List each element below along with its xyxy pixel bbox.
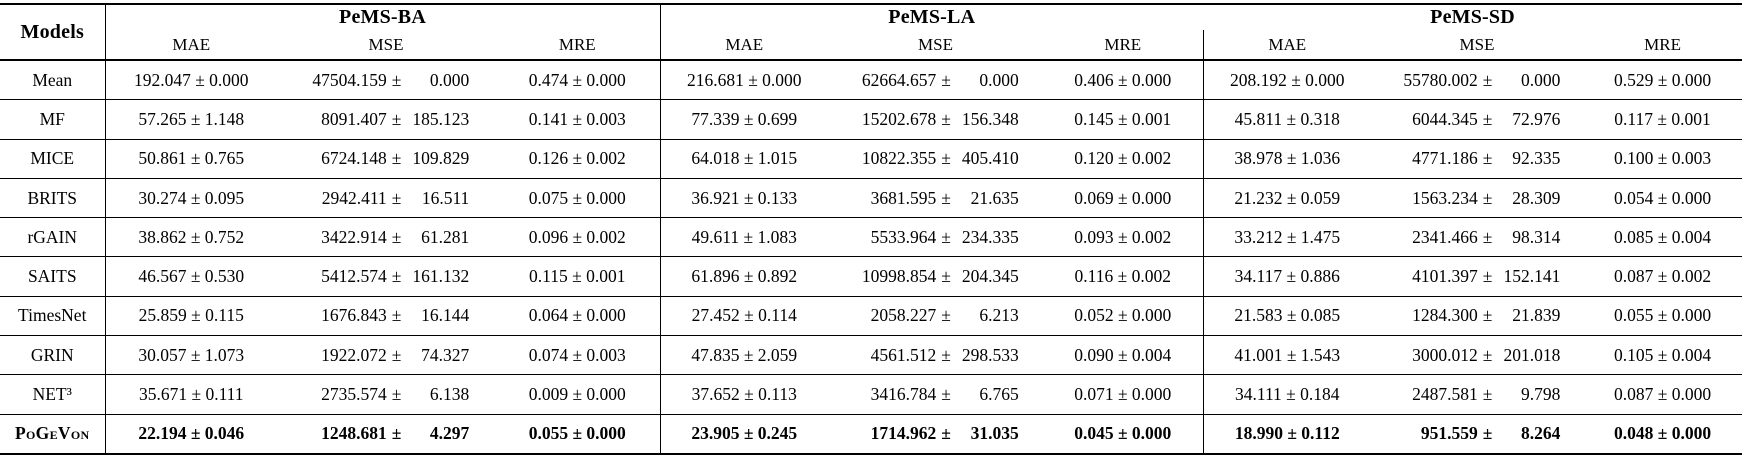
cell-la-mre: 0.406 ± 0.000 [1043,60,1203,100]
plus-minus-sign: ± [941,69,951,90]
model-name: SAITS [0,257,105,296]
mse-std: 0.000 [429,69,470,90]
cell-la-mre: 0.069 ± 0.000 [1043,178,1203,217]
cell-la-mre: 0.120 ± 0.002 [1043,139,1203,178]
mse-value-pair [303,70,470,91]
cell-la-mae: 77.339 ± 0.699 [660,100,828,139]
cell-sd-mre: 0.085 ± 0.004 [1583,218,1742,257]
cell-sd-mre: 0.054 ± 0.000 [1583,178,1742,217]
cell-la-mae: 36.921 ± 0.133 [660,178,828,217]
table-row-saits [0,257,1742,296]
cell-sd-mae: 18.990 ± 0.112 [1203,414,1371,454]
plus-minus-sign: ± [391,344,402,365]
cell-la-mae: 23.905 ± 0.245 [660,414,828,454]
mse-std: 109.829 [412,148,470,169]
table-header [0,4,1742,60]
cell-ba-mae: 38.862 ± 0.752 [105,218,277,257]
mse-value-pair [1394,384,1561,405]
mse-mean: 951.559 [1420,423,1478,444]
plus-minus-sign: ± [391,226,402,247]
mse-value-pair [1394,188,1561,209]
cell-sd-mse [1371,139,1583,178]
mse-std: 28.309 [1512,187,1561,208]
cell-sd-mae: 33.212 ± 1.475 [1203,218,1371,257]
plus-minus-sign: ± [1482,423,1493,444]
cell-sd-mse [1371,218,1583,257]
mse-value-pair [852,384,1019,405]
mse-std: 6.213 [979,305,1019,326]
cell-ba-mse [277,375,495,414]
mse-mean: 2058.227 [870,305,937,326]
mse-value-pair [303,109,470,130]
cell-ba-mse [277,414,495,454]
cell-ba-mre: 0.474 ± 0.000 [495,60,660,100]
cell-la-mre: 0.116 ± 0.002 [1043,257,1203,296]
cell-sd-mae: 34.111 ± 0.184 [1203,375,1371,414]
mse-mean: 1248.681 [321,423,387,444]
mse-mean: 1922.072 [321,344,387,365]
cell-la-mse [828,60,1043,100]
cell-sd-mre: 0.087 ± 0.002 [1583,257,1742,296]
plus-minus-sign: ± [1482,69,1493,90]
dataset-title-row [0,4,1742,30]
mse-std: 16.511 [421,187,470,208]
mse-std: 72.976 [1512,108,1561,129]
cell-la-mre: 0.145 ± 0.001 [1043,100,1203,139]
plus-minus-sign: ± [391,384,402,405]
cell-ba-mse [277,218,495,257]
cell-ba-mse [277,139,495,178]
cell-ba-mae: 25.859 ± 0.115 [105,296,277,335]
cell-ba-mre: 0.064 ± 0.000 [495,296,660,335]
mse-std: 204.345 [961,266,1019,287]
plus-minus-sign: ± [1482,148,1493,169]
cell-ba-mae: 30.057 ± 1.073 [105,336,277,375]
mse-mean: 62664.657 [861,69,937,90]
plus-minus-sign: ± [1482,226,1493,247]
cell-ba-mse [277,296,495,335]
cell-sd-mre: 0.105 ± 0.004 [1583,336,1742,375]
mse-value-pair [1394,227,1561,248]
cell-sd-mre: 0.087 ± 0.000 [1583,375,1742,414]
mse-value-pair [303,148,470,169]
cell-ba-mae: 30.274 ± 0.095 [105,178,277,217]
cell-ba-mre: 0.074 ± 0.003 [495,336,660,375]
cell-la-mae: 27.452 ± 0.114 [660,296,828,335]
table-row-mean [0,60,1742,100]
mse-mean: 55780.002 [1403,69,1478,90]
mse-mean: 6724.148 [321,148,387,169]
cell-ba-mse [277,60,495,100]
mse-value-pair [303,188,470,209]
mse-std: 61.281 [421,226,470,247]
plus-minus-sign: ± [941,423,951,444]
cell-sd-mre: 0.100 ± 0.003 [1583,139,1742,178]
table-row-mf [0,100,1742,139]
mse-mean: 3422.914 [321,226,387,247]
mse-value-pair [852,109,1019,130]
header-sd-mre: MRE [1583,30,1742,60]
mse-mean: 1676.843 [321,305,387,326]
mse-mean: 3416.784 [870,384,937,405]
cell-la-mse [828,100,1043,139]
cell-ba-mre: 0.075 ± 0.000 [495,178,660,217]
mse-mean: 8091.407 [321,108,387,129]
cell-sd-mse [1371,336,1583,375]
mse-value-pair [1394,305,1561,326]
cell-ba-mae: 57.265 ± 1.148 [105,100,277,139]
model-name: TimesNet [0,296,105,335]
mse-mean: 10998.854 [861,266,937,287]
cell-sd-mse [1371,414,1583,454]
plus-minus-sign: ± [391,305,402,326]
cell-ba-mse [277,336,495,375]
cell-sd-mse [1371,60,1583,100]
plus-minus-sign: ± [1482,305,1493,326]
mse-mean: 4561.512 [870,344,937,365]
mse-std: 6.138 [429,384,470,405]
plus-minus-sign: ± [941,187,951,208]
table-row-timesnet [0,296,1742,335]
plus-minus-sign: ± [1482,266,1493,287]
mse-value-pair [1394,345,1561,366]
header-ba-mse: MSE [277,30,495,60]
mse-value-pair [852,305,1019,326]
mse-mean: 2487.581 [1412,384,1478,405]
plus-minus-sign: ± [1482,384,1493,405]
cell-sd-mre: 0.055 ± 0.000 [1583,296,1742,335]
mse-std: 156.348 [961,108,1019,129]
header-la-mre: MRE [1043,30,1203,60]
mse-std: 92.335 [1512,148,1561,169]
plus-minus-sign: ± [941,384,951,405]
cell-ba-mae: 46.567 ± 0.530 [105,257,277,296]
mse-value-pair [303,384,470,405]
cell-ba-mre: 0.096 ± 0.002 [495,218,660,257]
mse-mean: 2341.466 [1412,226,1478,247]
mse-mean: 2942.411 [321,187,387,208]
cell-sd-mse [1371,257,1583,296]
mse-value-pair [303,227,470,248]
model-name: Mean [0,60,105,100]
table-row-mice [0,139,1742,178]
plus-minus-sign: ± [941,266,951,287]
mse-std: 21.635 [970,187,1019,208]
mse-value-pair [1394,423,1561,444]
plus-minus-sign: ± [941,344,951,365]
cell-la-mse [828,375,1043,414]
mse-value-pair [1394,70,1561,91]
mse-std: 0.000 [979,69,1019,90]
mse-mean: 3681.595 [870,187,937,208]
model-name: rGAIN [0,218,105,257]
mse-mean: 5533.964 [870,226,937,247]
header-sd-mae: MAE [1203,30,1371,60]
cell-ba-mae: 35.671 ± 0.111 [105,375,277,414]
header-la-mae: MAE [660,30,828,60]
mse-std: 234.335 [961,226,1019,247]
cell-la-mae: 61.896 ± 0.892 [660,257,828,296]
mse-std: 98.314 [1512,226,1561,247]
mse-mean: 6044.345 [1412,108,1478,129]
group-title-pems-ba: PeMS-BA [105,4,660,30]
plus-minus-sign: ± [391,148,402,169]
mse-value-pair [1394,266,1561,287]
table-row-grin [0,336,1742,375]
table-row-net [0,375,1742,414]
cell-la-mse [828,336,1043,375]
mse-std: 31.035 [970,423,1019,444]
header-sd-mse: MSE [1371,30,1583,60]
mse-std: 201.018 [1503,344,1561,365]
mse-mean: 2735.574 [321,384,387,405]
model-name: PoGeVon [0,414,105,454]
mse-mean: 1714.962 [870,423,937,444]
plus-minus-sign: ± [391,187,402,208]
mse-std: 152.141 [1503,266,1561,287]
cell-ba-mre: 0.009 ± 0.000 [495,375,660,414]
mse-mean: 15202.678 [861,108,937,129]
plus-minus-sign: ± [1482,344,1493,365]
cell-la-mae: 37.652 ± 0.113 [660,375,828,414]
mse-std: 21.839 [1512,305,1561,326]
cell-ba-mre: 0.115 ± 0.001 [495,257,660,296]
cell-ba-mre: 0.126 ± 0.002 [495,139,660,178]
cell-la-mse [828,296,1043,335]
cell-la-mse [828,139,1043,178]
plus-minus-sign: ± [941,148,951,169]
model-name: GRIN [0,336,105,375]
cell-sd-mse [1371,178,1583,217]
mse-value-pair [303,305,470,326]
header-ba-mre: MRE [495,30,660,60]
cell-sd-mae: 45.811 ± 0.318 [1203,100,1371,139]
plus-minus-sign: ± [1482,187,1493,208]
mse-mean: 47504.159 [312,69,387,90]
mse-value-pair [303,423,470,444]
model-name: BRITS [0,178,105,217]
mse-std: 4.297 [429,423,470,444]
cell-la-mae: 47.835 ± 2.059 [660,336,828,375]
table-row-brits [0,178,1742,217]
mse-std: 405.410 [961,148,1019,169]
cell-sd-mae: 34.117 ± 0.886 [1203,257,1371,296]
cell-la-mae: 49.611 ± 1.083 [660,218,828,257]
group-title-pems-sd: PeMS-SD [1430,6,1515,28]
models-column-header: Models [0,4,105,60]
cell-sd-mae: 21.583 ± 0.085 [1203,296,1371,335]
cell-ba-mre: 0.055 ± 0.000 [495,414,660,454]
cell-la-mse [828,257,1043,296]
cell-sd-mre: 0.117 ± 0.001 [1583,100,1742,139]
cell-ba-mae: 22.194 ± 0.046 [105,414,277,454]
mse-value-pair [852,266,1019,287]
table-row-pogevon [0,414,1742,454]
cell-ba-mae: 50.861 ± 0.765 [105,139,277,178]
plus-minus-sign: ± [941,226,951,247]
mse-value-pair [852,423,1019,444]
cell-ba-mre: 0.141 ± 0.003 [495,100,660,139]
mse-value-pair [852,227,1019,248]
cell-la-mae: 216.681 ± 0.000 [660,60,828,100]
mse-mean: 4101.397 [1412,266,1478,287]
plus-minus-sign: ± [391,108,402,129]
plus-minus-sign: ± [391,266,402,287]
mse-std: 8.264 [1520,423,1561,444]
cell-sd-mse [1371,100,1583,139]
cell-ba-mae: 192.047 ± 0.000 [105,60,277,100]
group-title-pems-la: PeMS-LA [888,6,976,28]
mse-value-pair [1394,109,1561,130]
model-name: NET³ [0,375,105,414]
mse-std: 6.765 [979,384,1019,405]
mse-std: 161.132 [412,266,470,287]
mse-std: 74.327 [421,344,470,365]
mse-mean: 1284.300 [1412,305,1478,326]
mse-std: 9.798 [1520,384,1561,405]
cell-la-mre: 0.090 ± 0.004 [1043,336,1203,375]
cell-la-mre: 0.045 ± 0.000 [1043,414,1203,454]
cell-sd-mse [1371,375,1583,414]
mse-mean: 3000.012 [1412,344,1478,365]
cell-la-mre: 0.093 ± 0.002 [1043,218,1203,257]
plus-minus-sign: ± [391,423,402,444]
mse-std: 298.533 [961,344,1019,365]
header-ba-mae: MAE [105,30,277,60]
mse-std: 0.000 [1520,69,1561,90]
table-body [0,60,1742,454]
cell-la-mse [828,218,1043,257]
plus-minus-sign: ± [941,108,951,129]
cell-la-mre: 0.052 ± 0.000 [1043,296,1203,335]
cell-sd-mse [1371,296,1583,335]
cell-la-mse [828,178,1043,217]
cell-sd-mae: 41.001 ± 1.543 [1203,336,1371,375]
cell-sd-mre: 0.529 ± 0.000 [1583,60,1742,100]
cell-sd-mae: 38.978 ± 1.036 [1203,139,1371,178]
cell-ba-mse [277,178,495,217]
cell-la-mse [828,414,1043,454]
cell-la-mae: 64.018 ± 1.015 [660,139,828,178]
header-la-mse: MSE [828,30,1043,60]
cell-sd-mae: 208.192 ± 0.000 [1203,60,1371,100]
mse-value-pair [303,266,470,287]
mse-value-pair [852,345,1019,366]
table-row-rgain [0,218,1742,257]
mse-mean: 4771.186 [1412,148,1478,169]
model-name: MICE [0,139,105,178]
mse-std: 185.123 [412,108,470,129]
model-name: MF [0,100,105,139]
cell-sd-mre: 0.048 ± 0.000 [1583,414,1742,454]
mse-value-pair [852,70,1019,91]
mse-mean: 1563.234 [1412,187,1478,208]
plus-minus-sign: ± [391,69,402,90]
mse-value-pair [852,148,1019,169]
plus-minus-sign: ± [1482,108,1493,129]
cell-ba-mse [277,257,495,296]
cell-la-mre: 0.071 ± 0.000 [1043,375,1203,414]
plus-minus-sign: ± [941,305,951,326]
mse-value-pair [852,188,1019,209]
mse-std: 16.144 [421,305,470,326]
mse-mean: 10822.355 [861,148,937,169]
benchmark-results-table [0,3,1742,455]
cell-sd-mae: 21.232 ± 0.059 [1203,178,1371,217]
mse-mean: 5412.574 [321,266,387,287]
metric-header-row [0,30,1742,60]
cell-ba-mse [277,100,495,139]
mse-value-pair [303,345,470,366]
mse-value-pair [1394,148,1561,169]
